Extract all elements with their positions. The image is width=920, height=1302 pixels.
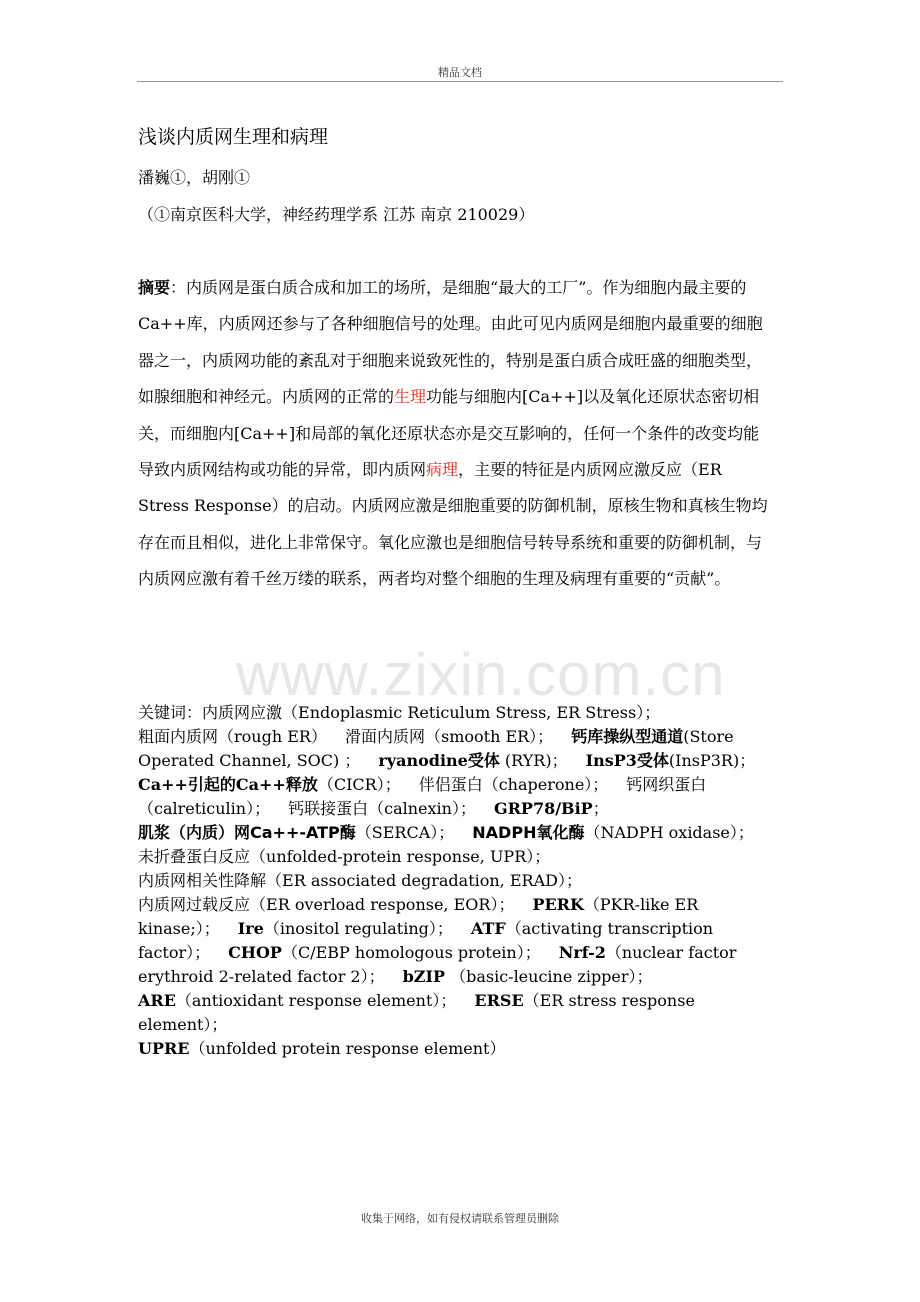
keyword-term: PERK [532, 895, 584, 914]
page-header: 精品文档 [438, 66, 482, 79]
watermark: www.zixin.com.cn [236, 641, 726, 708]
keyword-item [202, 703, 660, 722]
keyword-term: ATF [470, 919, 506, 938]
keyword-term: Nrf-2 [558, 943, 606, 962]
keyword-desc: （C/EBP homologous protein）； [281, 943, 541, 962]
keyword-desc: （PKR-like ER kinase;）； [138, 895, 699, 938]
keyword-term: Ca++引起的Ca++释放 [138, 775, 318, 794]
keyword-term: NADPH氧化酶 [472, 823, 585, 842]
keyword-desc: （calreticulin）； [138, 799, 271, 818]
keyword-item [378, 751, 567, 770]
keyword-item [419, 775, 609, 794]
keyword-term: 伴侣蛋白 [418, 775, 483, 794]
keyword-term: ERSE [474, 991, 524, 1010]
affiliation-line: （①南京医科大学，神经药理学系 江苏 南京 210029） [138, 205, 535, 224]
keyword-item [138, 775, 401, 794]
abstract-label: 摘要 [138, 278, 171, 297]
keyword-desc: （Endoplasmic Reticulum Stress, ER Stress）； [282, 703, 661, 722]
keyword-desc: （smooth ER）； [424, 727, 554, 746]
keyword-term: 内质网相关性降解 [138, 871, 267, 890]
keyword-term: InsP3受体 [585, 751, 669, 770]
keyword-term: UPRE [138, 1039, 190, 1058]
keyword-term: 内质网过载反应 [138, 895, 251, 914]
keyword-desc: ； [592, 799, 609, 818]
keyword-item [228, 943, 541, 962]
keyword-desc: （antioxidant response element）； [175, 991, 457, 1010]
keyword-term: 滑面内质网 [344, 727, 425, 746]
pathology-link[interactable]: 病理 [426, 460, 459, 480]
keyword-term: 未折叠蛋白反应 [138, 847, 251, 866]
keyword-item [138, 847, 550, 866]
keyword-item [138, 871, 582, 890]
keyword-desc: （activating transcription factor）； [138, 919, 714, 962]
abstract-text-1: 内质网是蛋白质合成和加工的场所，是细胞“最大的工厂”。作为细胞内最主要的Ca++库，内质网还参与了各种细胞信号的处理。由此可见内质网是细胞内最重要的细胞器之一，内质网功能的紊乱对于细胞来说致死性的，特别是蛋白质合成旺盛的细胞类型，如腺细胞和神经元。内质网的正常的 [138, 278, 763, 407]
keyword-desc: （CICR）； [317, 775, 401, 794]
keyword-desc: (RYR)； [499, 751, 568, 770]
keyword-item [138, 823, 454, 842]
physiology-link[interactable]: 生理 [394, 387, 427, 407]
keyword-term: ryanodine受体 [378, 751, 500, 770]
keyword-term: Ire [237, 919, 264, 938]
keywords-label: 关键词： [138, 703, 203, 722]
keyword-item [138, 1039, 505, 1058]
keyword-desc: （ER overload response, EOR）； [250, 895, 515, 914]
keyword-desc: (InsP3R)； [668, 751, 756, 770]
keyword-desc: （SERCA）； [355, 823, 455, 842]
abstract-paragraph [138, 270, 774, 598]
page-footer: 收集于网络，如有侵权请联系管理员删除 [361, 1212, 559, 1225]
keyword-desc: （calnexin）； [368, 799, 476, 818]
keyword-desc: （basic-leucine zipper）； [445, 967, 653, 986]
keyword-desc: （nuclear factor erythroid 2-related factor 2）； [138, 943, 737, 986]
keyword-item [403, 967, 653, 986]
keyword-desc: （chaperone）； [482, 775, 609, 794]
article-title: 浅谈内质网生理和病理 [138, 126, 329, 148]
keyword-item [238, 919, 453, 938]
keyword-item [345, 727, 553, 746]
keyword-desc: （ER stress response element）； [138, 991, 695, 1034]
keyword-desc: （unfolded-protein response, UPR）； [250, 847, 551, 866]
abstract-text-3: ，主要的特征是内质网应激反应（ER Stress Response）的启动。内质网应激是细胞重要的防御机制，原核生物和真核生物均存在而且相似，进化上非常保守。氧化应激也是细胞信号转导系统和重要的防御机制，与内质网应激有着千丝万缕的联系，两者均对整个细胞的生理及病理有重要的“贡献”。 [138, 460, 768, 589]
keyword-term: ARE [138, 991, 176, 1010]
keywords-block [138, 701, 778, 1061]
keyword-item [138, 991, 456, 1010]
header-divider [137, 81, 783, 82]
keyword-desc: （unfolded protein response element） [189, 1039, 506, 1058]
keyword-term: GRP78/BiP [493, 799, 593, 818]
keyword-term: CHOP [228, 943, 282, 962]
keyword-item [494, 799, 609, 818]
keyword-term: 粗面内质网 [138, 727, 219, 746]
keyword-desc: (Store Operated Channel, SOC) ； [138, 727, 734, 770]
keyword-desc: （rough ER） [218, 727, 327, 746]
keyword-term: 钙网织蛋白 [626, 775, 707, 794]
keyword-item [288, 799, 476, 818]
keyword-desc: （NADPH oxidase）； [584, 823, 754, 842]
keyword-term: 内质网应激 [202, 703, 283, 722]
abstract-colon: ： [170, 278, 187, 297]
keyword-term: bZIP [402, 967, 445, 986]
keyword-term: 钙库操纵型通道 [571, 727, 684, 746]
keyword-desc: （inositol regulating）； [263, 919, 453, 938]
keyword-term: 肌浆（内质）网Ca++-ATP酶 [138, 823, 356, 842]
keyword-item [586, 751, 756, 770]
keyword-item [472, 823, 754, 842]
authors-line: 潘巍①，胡刚① [138, 168, 251, 187]
keyword-item [138, 727, 327, 746]
keyword-term: 钙联接蛋白 [288, 799, 369, 818]
abstract-text-2: 功能与细胞内[Ca++]以及氧化还原状态密切相关，而细胞内[Ca++]和局部的氧化还原状态亦是交互影响的，任何一个条件的改变均能导致内质网结构或功能的异常，即内质网 [138, 387, 760, 480]
keyword-item [138, 895, 514, 914]
keyword-desc: （ER associated degradation, ERAD）； [266, 871, 582, 890]
